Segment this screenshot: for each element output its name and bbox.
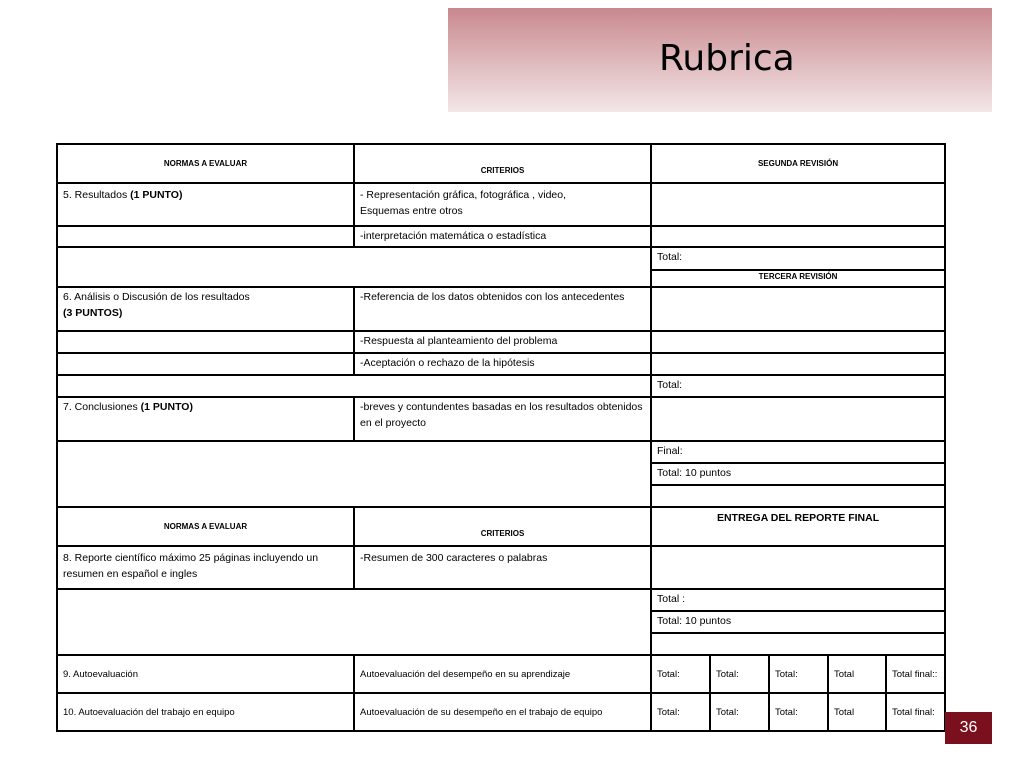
criterio-representacion: - Representación gráfica, fotográfica , video, Esquemas entre otros <box>354 183 651 226</box>
total-cell: Total: <box>769 655 828 693</box>
header-normas-2: NORMAS A EVALUAR <box>57 507 354 546</box>
criterio-referencia: -Referencia de los datos obtenidos con los antecedentes <box>354 287 651 331</box>
total-analisis: Total: <box>651 375 945 397</box>
table-header-row <box>57 507 945 546</box>
total-cell: Total <box>828 655 886 693</box>
empty-cell <box>57 589 651 655</box>
total-cell: Total: <box>710 655 769 693</box>
score-cell <box>651 287 945 331</box>
table-row <box>57 183 945 226</box>
empty-cell <box>57 375 651 397</box>
score-cell <box>651 353 945 375</box>
total-final-cell: Total final: <box>886 693 945 731</box>
criterio-respuesta: -Respuesta al planteamiento del problema <box>354 331 651 353</box>
header-criterios-2: CRITERIOS <box>354 507 651 546</box>
norma-analisis: 6. Análisis o Discusión de los resultados (3 PUNTOS) <box>57 287 354 331</box>
table-row <box>57 655 945 693</box>
total-10-puntos-2: Total: 10 puntos <box>651 611 945 633</box>
score-cell <box>651 183 945 226</box>
norma-resultados: 5. Resultados (1 PUNTO) <box>57 183 354 226</box>
header-tercera-revision: TERCERA REVISIÓN <box>651 270 945 287</box>
norma-reporte: 8. Reporte científico máximo 25 páginas incluyendo un resumen en español e ingles <box>57 546 354 589</box>
total-cell: Total <box>828 693 886 731</box>
header-segunda-revision: SEGUNDA REVISIÓN <box>651 144 945 183</box>
score-cell <box>651 397 945 441</box>
table-header-row <box>57 144 945 183</box>
total-resultados: Total: <box>651 247 945 270</box>
criterio-interpretacion: -interpretación matemática o estadística <box>354 226 651 247</box>
empty-cell <box>57 247 651 287</box>
empty-cell <box>57 331 354 353</box>
criterio-autoevaluacion-equipo: Autoevaluación de su desempeño en el trabajo de equipo <box>354 693 651 731</box>
total-cell: Total: <box>710 693 769 731</box>
score-cell <box>651 331 945 353</box>
score-cell <box>651 485 945 507</box>
table-row <box>57 546 945 589</box>
score-cell <box>651 546 945 589</box>
criterio-resumen: -Resumen de 300 caracteres o palabras <box>354 546 651 589</box>
table-row <box>57 353 945 375</box>
table-row <box>57 397 945 441</box>
table-row <box>57 226 945 247</box>
table-row <box>57 247 945 270</box>
slide-number-badge: 36 <box>945 712 992 744</box>
criterio-autoevaluacion: Autoevaluación del desempeño en su aprendizaje <box>354 655 651 693</box>
criterio-breves: -breves y contundentes basadas en los resultados obtenidos en el proyecto <box>354 397 651 441</box>
total-final-cell: Total final:: <box>886 655 945 693</box>
score-cell <box>651 226 945 247</box>
table-row <box>57 287 945 331</box>
table-row <box>57 375 945 397</box>
rubric-table <box>56 143 946 732</box>
norma-conclusiones: 7. Conclusiones (1 PUNTO) <box>57 397 354 441</box>
total-cell: Total: <box>769 693 828 731</box>
empty-cell <box>57 441 651 507</box>
score-cell <box>651 633 945 655</box>
total-cell: Total: <box>651 693 710 731</box>
norma-autoevaluacion-equipo: 10. Autoevaluación del trabajo en equipo <box>57 693 354 731</box>
table-row <box>57 693 945 731</box>
total-10-puntos: Total: 10 puntos <box>651 463 945 485</box>
norma-autoevaluacion: 9. Autoevaluación <box>57 655 354 693</box>
criterio-hipotesis: -Aceptación o rechazo de la hipótesis <box>354 353 651 375</box>
total-cell: Total: <box>651 655 710 693</box>
slide-title: Rubrica <box>659 38 795 79</box>
final-label: Final: <box>651 441 945 463</box>
table-row <box>57 441 945 463</box>
header-normas: NORMAS A EVALUAR <box>57 144 354 183</box>
table-row <box>57 331 945 353</box>
table-row <box>57 589 945 611</box>
total-entrega: Total : <box>651 589 945 611</box>
header-criterios: CRITERIOS <box>354 144 651 183</box>
empty-cell <box>57 226 354 247</box>
header-entrega-reporte-final: ENTREGA DEL REPORTE FINAL <box>651 507 945 546</box>
empty-cell <box>57 353 354 375</box>
